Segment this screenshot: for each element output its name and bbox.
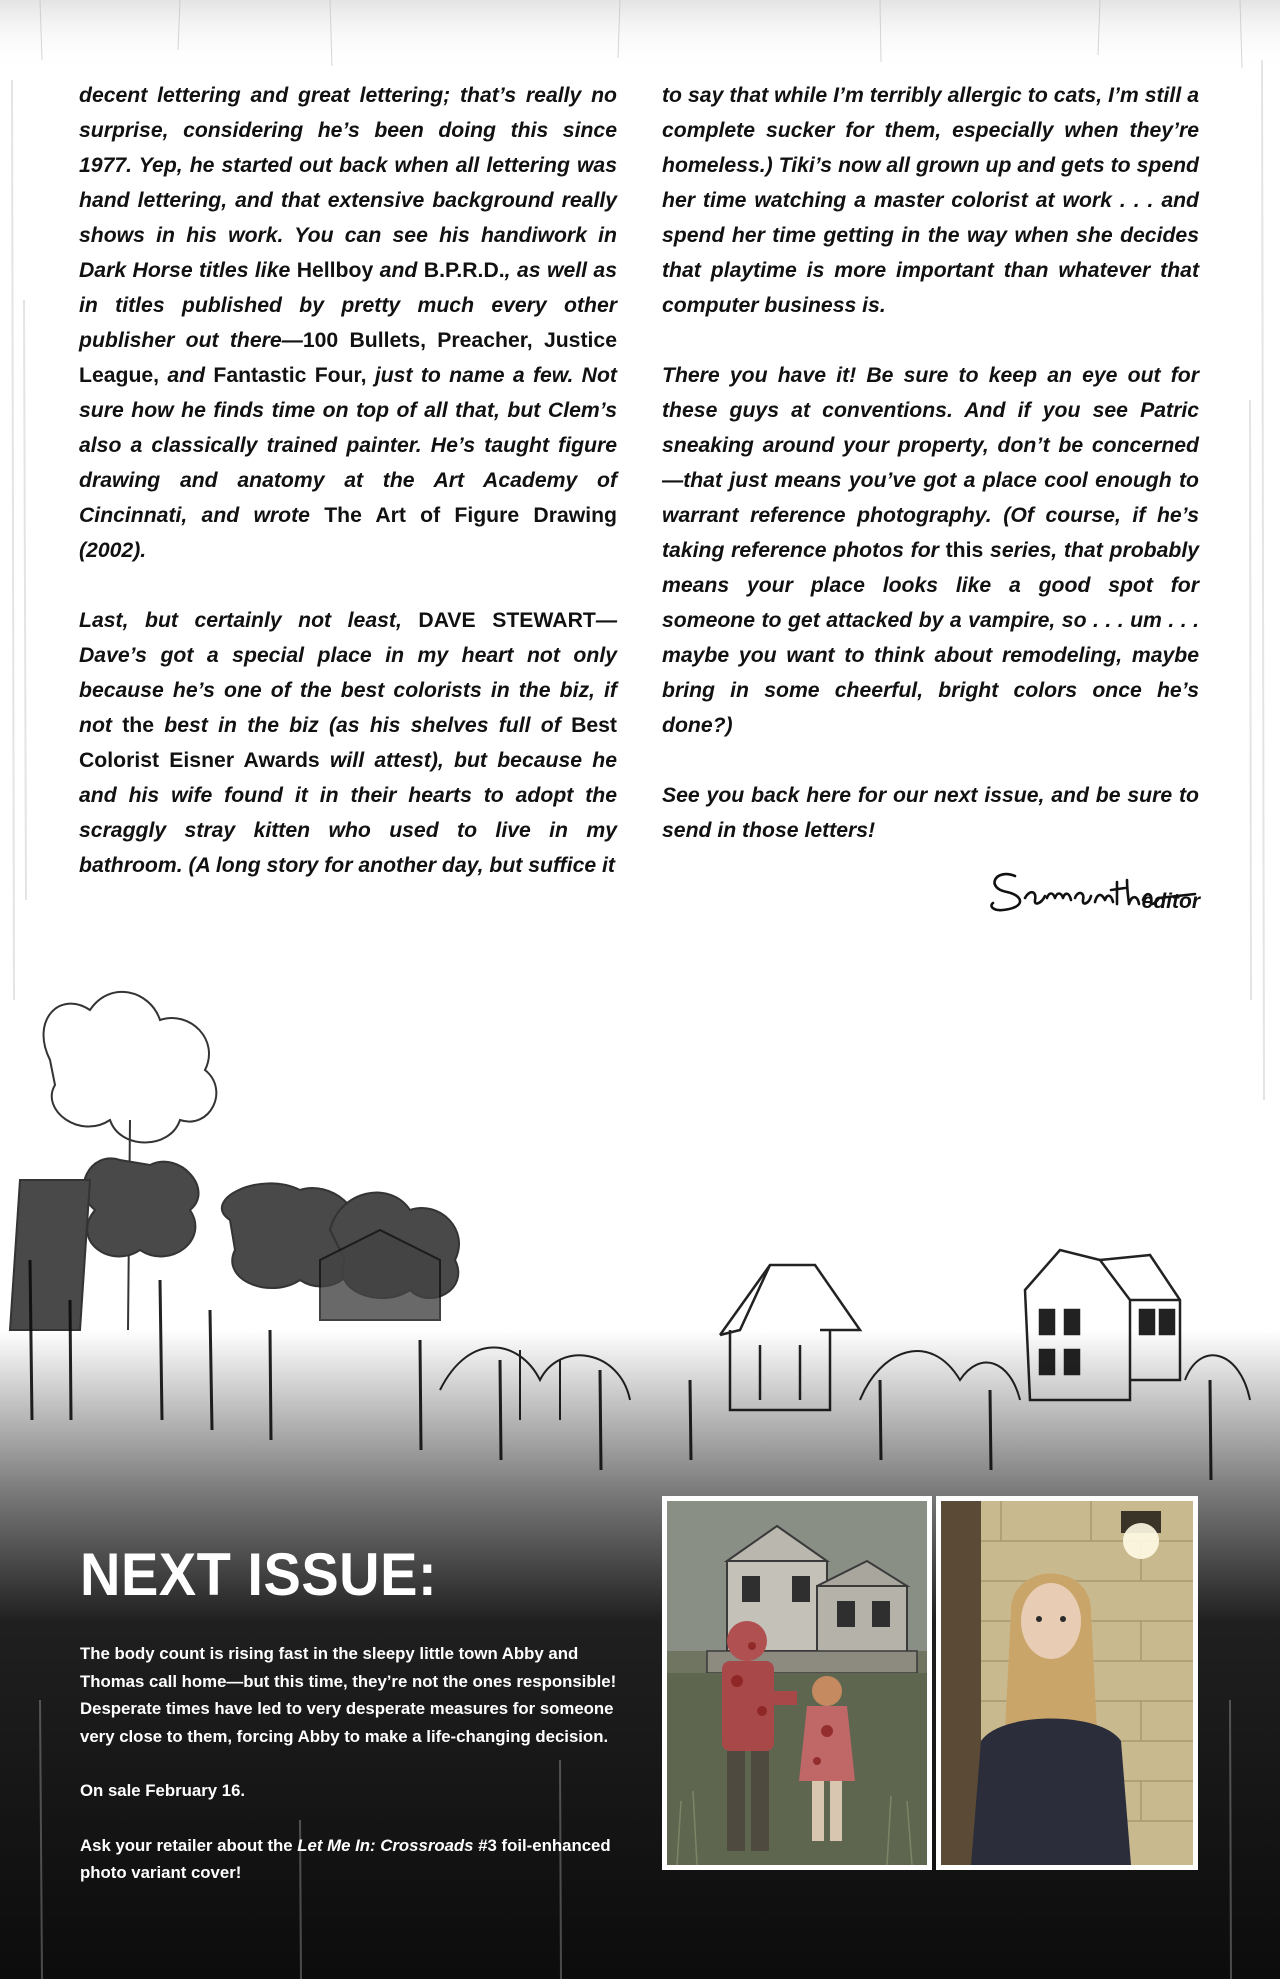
text-run: decent lettering and great lettering; that’s really no surprise, considering he’s been doing this since 1977. Yep, he started out back when all lettering was hand lettering, and that extensive background really shows in his work. You can see his handiwork in Dark Horse titles like xyxy=(79,84,617,282)
paragraph-sign-off: See you back here for our next issue, and be sure to send in those letters! xyxy=(662,784,1199,842)
title-art-of-figure-drawing: The Art of Figure Drawing xyxy=(324,504,617,527)
paragraph-conventions xyxy=(662,358,1199,743)
text-run: will attest), but because he and his wife found it in their hearts to adopt the scraggly stray kitten who used to live in my bathroom. (A long story for another day, but suffice it xyxy=(79,749,617,877)
series-title: Let Me In: Crossroads xyxy=(297,1835,474,1855)
text-run: Ask your retailer about the xyxy=(80,1835,298,1855)
retailer-note xyxy=(80,1832,624,1887)
title-hellboy: Hellboy xyxy=(296,259,374,282)
paragraph-tiki: to say that while I’m terribly allergic to cats, I’m still a complete sucker for them, especially when they’re homeless.) Tiki’s now all grown up and gets to spend her time watching a master colorist at work . . . and spend her time getting in the way when she decides that playtime is more important than whatever that computer business is. xyxy=(662,84,1199,317)
text-run: and xyxy=(159,364,214,387)
title-fantastic-four: Fantastic Four, xyxy=(213,364,367,387)
paragraph-clem-robins xyxy=(79,78,617,568)
title-list: 100 Bullets, Preacher, Justice League, xyxy=(79,329,617,387)
text-run: —Dave’s got a special place in my heart not only because he’s one of the best colorists in the biz, if not xyxy=(79,609,617,737)
photo-cover-illustration xyxy=(941,1501,1193,1865)
emphasis-the: the xyxy=(122,714,154,737)
text-run: and xyxy=(373,259,424,282)
text-run: There you have it! Be sure to keep an eye out for these guys at conventions. And if you see Patric sneaking around your property, don’t be concerned—that just means you’ve got a place cool enough to warrant reference photography. (Of course, if he’s taking reference photos for xyxy=(662,364,1199,562)
paragraph-dave-stewart xyxy=(79,603,617,883)
text-run: (2002). xyxy=(79,539,147,562)
letters-column-right xyxy=(662,78,1199,883)
letters-column-left xyxy=(79,78,617,918)
text-run: #3 foil-enhanced photo variant cover! xyxy=(80,1835,611,1882)
text-run: just to name a few. Not sure how he finds time on top of all that, but Clem’s also a classically trained painter. He’s taught figure drawing and anatomy at the Art Academy of Cincinnati, and wrote xyxy=(79,364,617,527)
photo-variant-cover xyxy=(936,1496,1198,1870)
text-run: Last, but certainly not least, xyxy=(79,609,419,632)
emphasis-this: this xyxy=(945,539,984,562)
on-sale-date: On sale February 16. xyxy=(80,1781,246,1800)
next-issue-description xyxy=(80,1640,624,1914)
text-run: series, that probably means your place looks like a good spot for someone to get attacked by a vampire, so . . . um . . . maybe you want to think about remodeling, maybe bring in some cheerful, bright colors once he’s done?) xyxy=(662,539,1199,737)
title-bprd: B.P.R.D. xyxy=(423,259,505,282)
next-issue-heading: NEXT ISSUE: xyxy=(80,1540,438,1609)
awards-name: Best Colorist Eisner Awards xyxy=(79,714,617,772)
editor-title: editor xyxy=(1141,890,1200,913)
next-issue-summary: The body count is rising fast in the sleepy little town Abby and Thomas call home—but this time, they’re not the ones responsible! Desperate times have led to very desperate measures for someone very close to them, forcing Abby to make a life-changing decision. xyxy=(80,1644,617,1746)
text-run: best in the biz (as his shelves full of xyxy=(154,714,572,737)
painted-cover xyxy=(662,1496,932,1870)
name-dave-stewart: DAVE STEWART xyxy=(418,609,596,632)
text-run: , as well as in titles published by pretty much every other publisher out there— xyxy=(79,259,617,352)
painted-cover-illustration xyxy=(667,1501,927,1865)
